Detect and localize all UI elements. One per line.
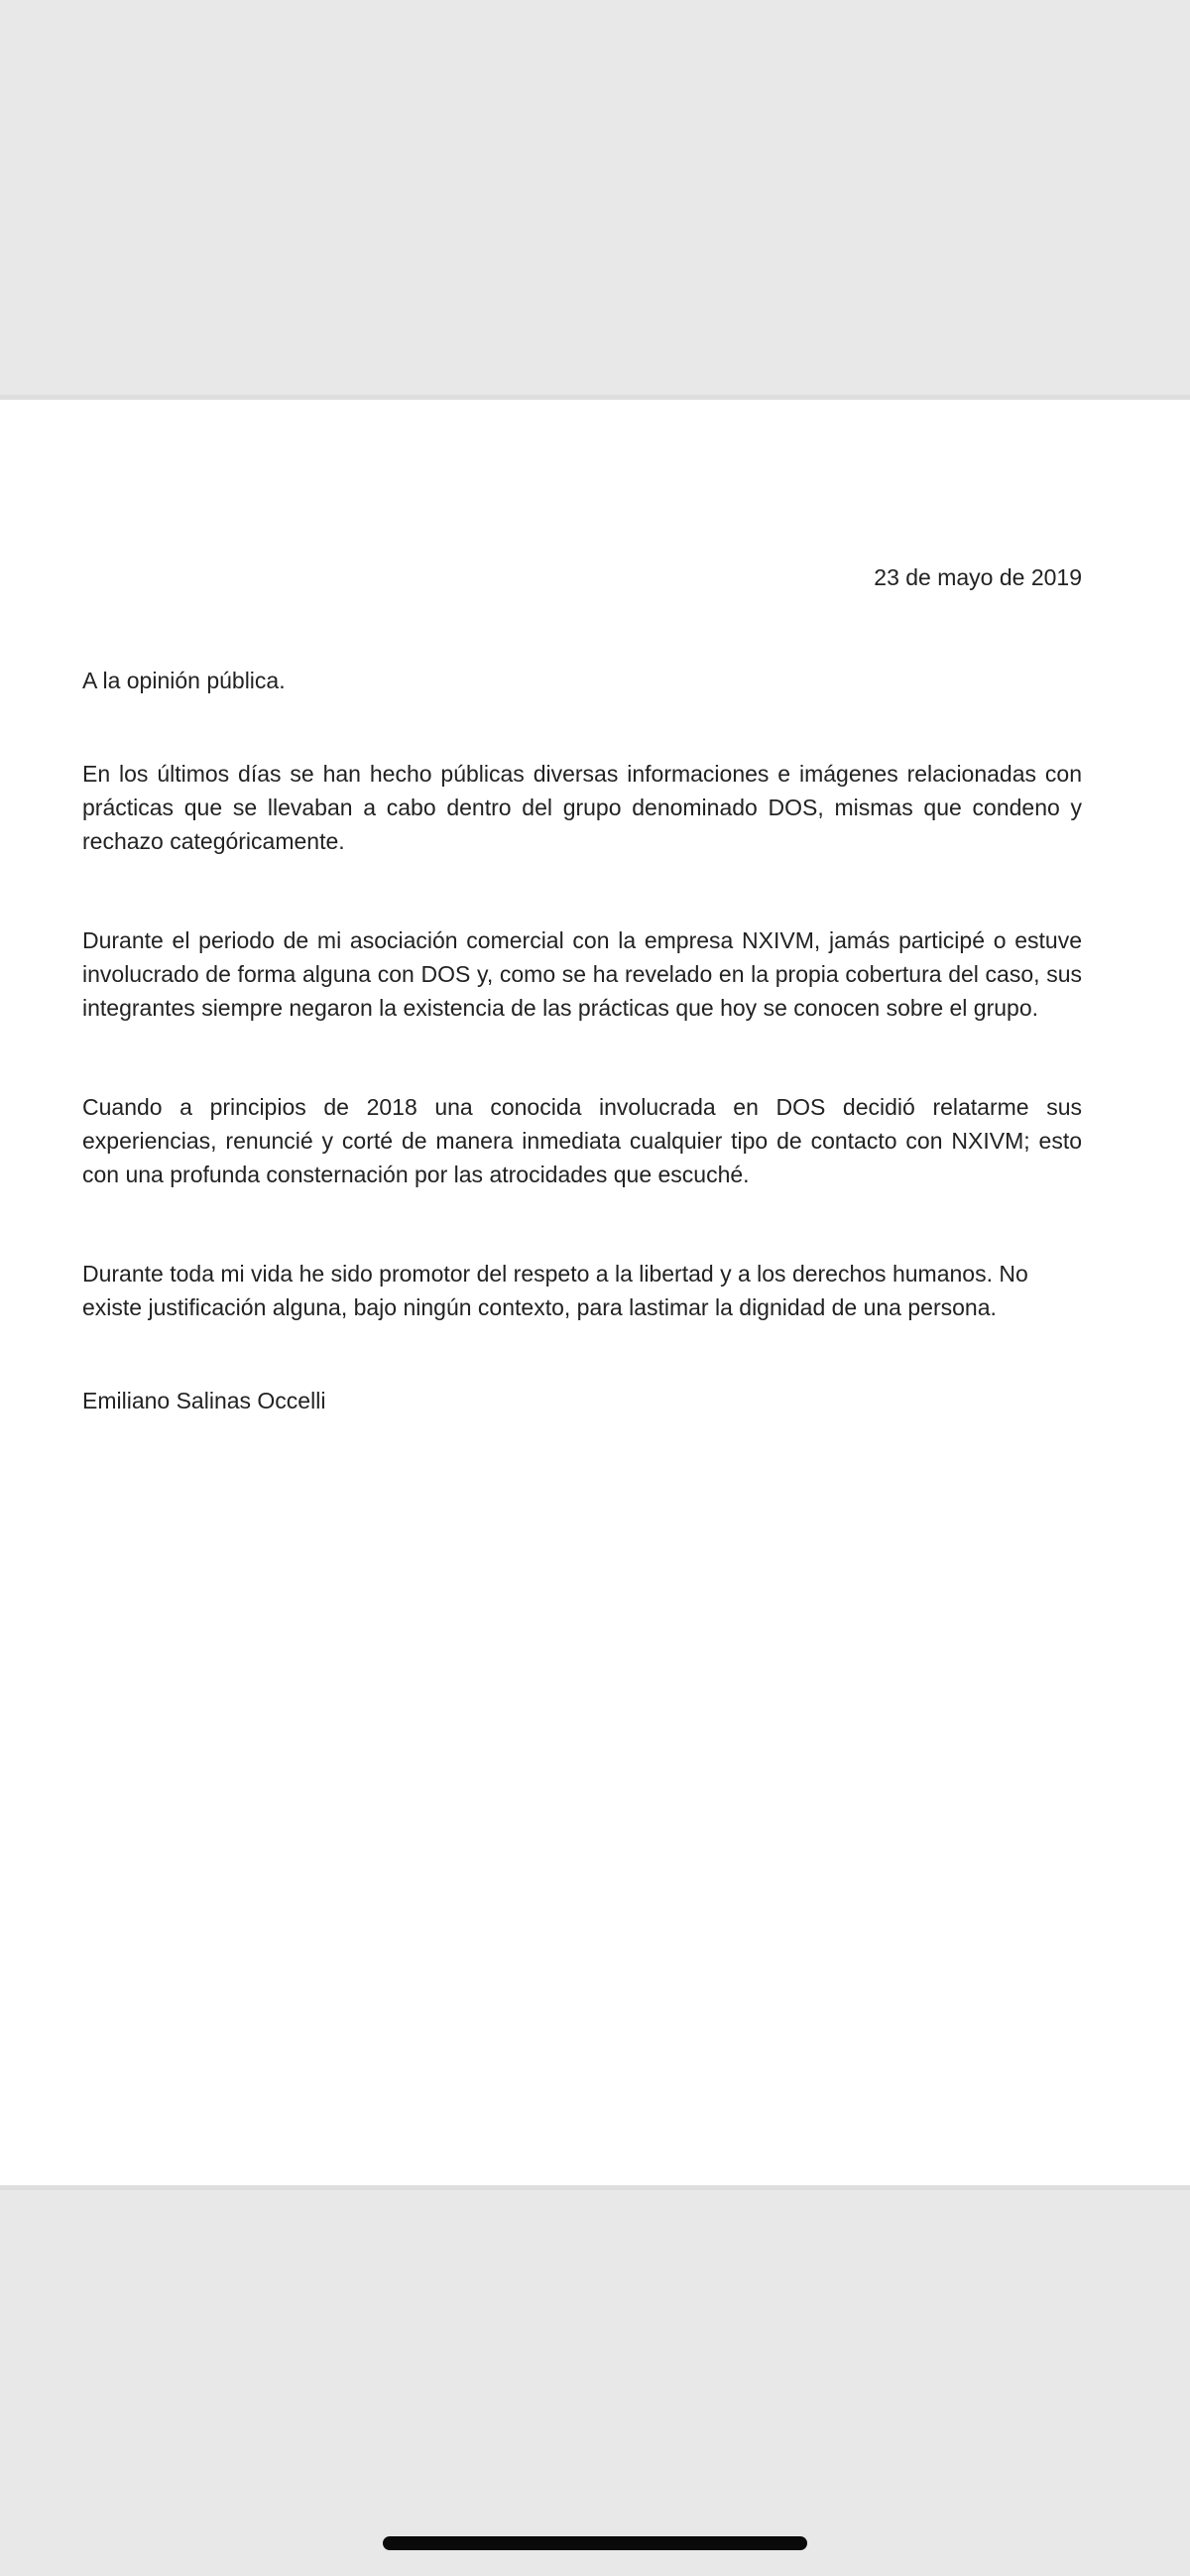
letter-paragraph-4: Durante toda mi vida he sido promotor del respeto a la libertad y a los derechos humanos. No existe justificación alguna, bajo ningún contexto, para lastimar la dignidad de una persona. bbox=[82, 1261, 1028, 1320]
document-page[interactable] bbox=[0, 395, 1190, 2190]
letter-body bbox=[82, 560, 1082, 1417]
letter-greeting: A la opinión pública. bbox=[82, 668, 286, 693]
letter-paragraph-1: En los últimos días se han hecho públicas diversas informaciones e imágenes relacionadas con prácticas que se llevaban a cabo dentro del grupo denominado DOS, mismas que condeno y rechazo categóricamente. bbox=[82, 761, 1082, 854]
letter-paragraph-3: Cuando a principios de 2018 una conocida involucrada en DOS decidió relatarme sus experiencias, renuncié y corté de manera inmediata cualquier tipo de contacto con NXIVM; esto con una profunda consternación por las atrocidades que escuché. bbox=[82, 1094, 1082, 1187]
letter-signature: Emiliano Salinas Occelli bbox=[82, 1388, 326, 1413]
letter-date: 23 de mayo de 2019 bbox=[874, 564, 1082, 590]
letter-paragraph-2: Durante el periodo de mi asociación comercial con la empresa NXIVM, jamás participé o estuve involucrado de forma alguna con DOS y, como se ha revelado en la propia cobertura del caso, sus integrantes siempre negaron la existencia de las prácticas que hoy se conocen sobre el grupo. bbox=[82, 927, 1082, 1021]
home-indicator-bar[interactable] bbox=[383, 2536, 807, 2550]
viewer-bottom-margin bbox=[0, 2190, 1190, 2576]
viewer-top-margin bbox=[0, 0, 1190, 395]
